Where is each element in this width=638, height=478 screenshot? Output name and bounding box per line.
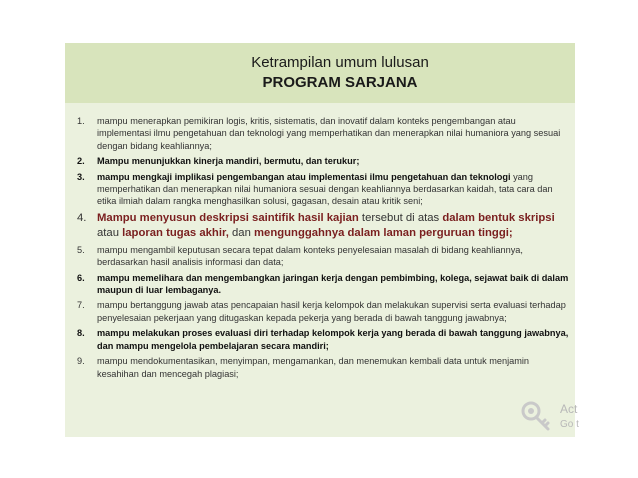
item-text: yang memperhatikan dan menerapkan nilai humaniora sesuai dengan keahliannya berdasarkan kaidah, tata cara dan etika ilmiah dalam rangka menghasilkan solusi, gagasan, desain atau kritik seni; bbox=[97, 171, 553, 207]
title-band bbox=[65, 43, 575, 103]
list-item-4 bbox=[73, 211, 569, 241]
item-text: atau bbox=[97, 226, 123, 239]
list-item-2 bbox=[73, 155, 569, 167]
list-item-1 bbox=[73, 115, 569, 152]
slide-title: Ketrampilan umum lulusan bbox=[251, 54, 429, 71]
watermark-line-2: Go t bbox=[560, 419, 579, 430]
item-highlight-2: dalam bentuk skripsi bbox=[442, 211, 555, 224]
activate-windows-watermark bbox=[520, 398, 638, 438]
item-number: 5. bbox=[77, 244, 85, 255]
item-number: 4. bbox=[77, 211, 87, 224]
list-item-7 bbox=[73, 299, 569, 324]
slide-subtitle: PROGRAM SARJANA bbox=[262, 74, 418, 91]
item-text: mampu bertanggung jawab atas pencapaian hasil kerja kelompok dan melakukan supervisi serta evaluasi terhadap penyelesaian pekerjaan yang ditugaskan kepada pekerja yang berada di bawah tanggung jawabnya; bbox=[97, 300, 566, 323]
item-text: mampu mendokumentasikan, menyimpan, mengamankan, dan menemukan kembali data untuk menjamin kesahihan dan mencegah plagiasi; bbox=[97, 356, 530, 379]
key-icon bbox=[520, 400, 554, 434]
item-text: mampu mengambil keputusan secara tepat dalam konteks penyelesaian masalah di bidang keahliannya, berdasarkan hasil analisis informasi dan data; bbox=[97, 244, 523, 268]
item-text: mampu menerapkan pemikiran logis, kritis, sistematis, dan inovatif dalam konteks pengembangan atau implementasi ilmu pengetahuan dan teknologi yang memperhatikan dan menerapkan nilai humaniora yang sesuai dengan bidang keahliannya; bbox=[97, 116, 561, 151]
item-number: 7. bbox=[77, 300, 85, 311]
item-number: 9. bbox=[77, 356, 85, 367]
item-number: 2. bbox=[77, 156, 85, 167]
item-number: 3. bbox=[77, 171, 85, 182]
list-item-3 bbox=[73, 171, 569, 208]
item-text: dan bbox=[228, 226, 255, 239]
item-text: mampu memelihara dan mengembangkan jaringan kerja dengan pembimbing, kolega, sejawat baik di dalam maupun di luar lembaganya. bbox=[97, 272, 569, 296]
item-highlight-1: Mampu menyusun deskripsi saintifik hasil kajian bbox=[97, 211, 359, 224]
slide bbox=[65, 43, 578, 437]
item-number: 6. bbox=[77, 272, 85, 283]
item-text: Mampu menunjukkan kinerja mandiri, bermutu, dan terukur; bbox=[97, 156, 360, 167]
item-number: 1. bbox=[77, 116, 85, 126]
item-text: tersebut di atas bbox=[358, 211, 443, 224]
list-item-8 bbox=[73, 327, 569, 352]
item-highlight-4: mengunggahnya dalam laman perguruan tinggi; bbox=[254, 226, 513, 239]
list-item-6 bbox=[73, 272, 569, 297]
watermark-line-1: Act bbox=[560, 402, 578, 416]
list-item-5 bbox=[73, 244, 569, 269]
item-highlight-3: laporan tugas akhir, bbox=[122, 226, 229, 239]
item-text-bold: mampu mengkaji implikasi pengembangan atau implementasi ilmu pengetahuan dan teknologi bbox=[97, 171, 511, 182]
skills-list bbox=[73, 115, 569, 383]
item-text: mampu melakukan proses evaluasi diri terhadap kelompok kerja yang berada di bawah tanggung jawabnya, dan mampu mengelola pembelajaran secara mandiri; bbox=[97, 328, 569, 351]
item-number: 8. bbox=[77, 328, 85, 339]
list-item-9 bbox=[73, 355, 569, 380]
